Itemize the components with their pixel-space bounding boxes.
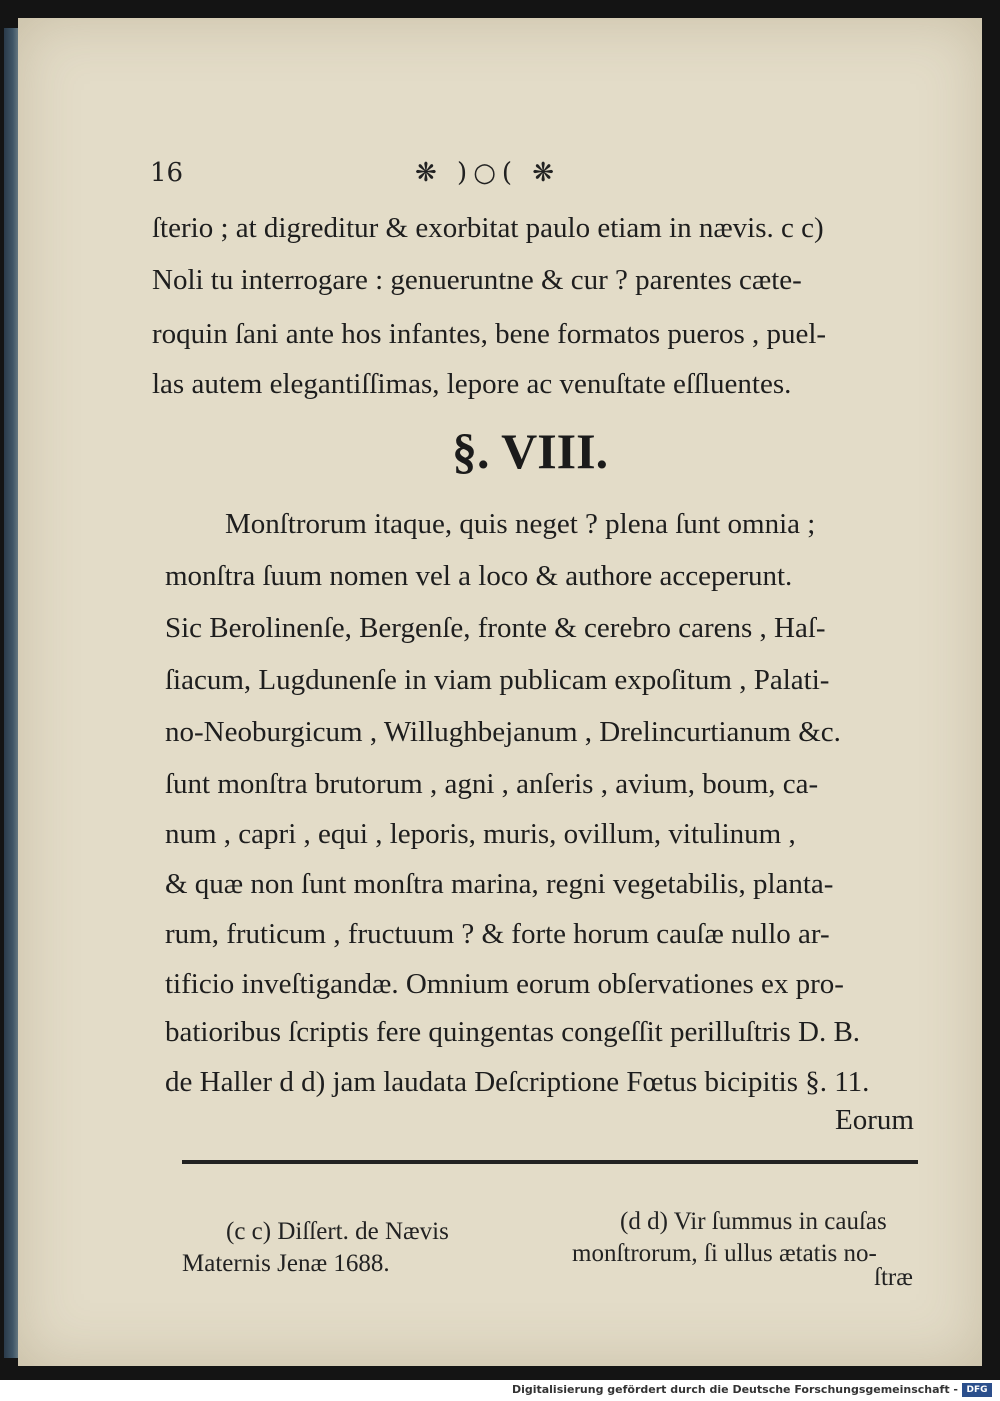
- funding-credit: Digitalisierung gefördert durch die Deutsche Forschungsgemeinschaft -: [511, 1383, 958, 1396]
- footnote-rule: [182, 1160, 918, 1164]
- text-line: Monſtrorum itaque, quis neget ? plena ſunt omnia ;: [225, 508, 816, 540]
- text-line: batioribus ſcriptis fere quingentas congeſſit perilluſtris D. B.: [165, 1016, 861, 1048]
- text-line: Noli tu interrogare : genueruntne & cur ? parentes cæte-: [152, 264, 802, 296]
- section-heading: §. VIII.: [452, 423, 609, 479]
- footnote-cc-line: (c c) Diſſert. de Nævis: [226, 1218, 449, 1245]
- text-line: tificio inveſtigandæ. Omnium eorum obſervationes ex pro-: [165, 968, 844, 1000]
- text-line: num , capri , equi , leporis, muris, ovillum, vitulinum ,: [165, 818, 796, 850]
- text-line: Sic Berolinenſe, Bergenſe, fronte & cerebro carens , Haſ-: [165, 612, 826, 644]
- footnote-dd-line: (d d) Vir ſummus in cauſas: [620, 1208, 887, 1235]
- text-line: monſtra ſuum nomen vel a loco & authore acceperunt.: [165, 560, 793, 592]
- footnote-dd-line: monſtrorum, ſi ullus ætatis no-: [572, 1240, 877, 1267]
- text-line: de Haller d d) jam laudata Deſcriptione Fœtus bicipitis §. 11.: [165, 1066, 870, 1098]
- paragraph-main: [165, 508, 925, 1108]
- page-header: [150, 158, 910, 194]
- text-line: no-Neoburgicum , Willughbejanum , Drelincurtianum &c.: [165, 716, 841, 748]
- footer-bar: [0, 1380, 1000, 1401]
- text-line: ſterio ; at digreditur & exorbitat paulo etiam in nævis. c c): [152, 212, 824, 244]
- text-line: las autem elegantiſſimas, lepore ac venuſtate eſſluentes.: [152, 368, 792, 400]
- text-line: ſunt monſtra brutorum , agni , anſeris , avium, boum, ca-: [165, 768, 819, 800]
- text-line: & quæ non ſunt monſtra marina, regni vegetabilis, planta-: [165, 868, 834, 900]
- paragraph-top: [152, 212, 912, 412]
- page-number: 16: [150, 158, 184, 188]
- running-head-ornament: ❋ )○( ❋: [415, 158, 561, 188]
- text-line: roquin ſani ante hos infantes, bene formatos pueros , puel-: [152, 318, 827, 350]
- dfg-logo-icon: DFG: [962, 1383, 992, 1397]
- text-line: ſiacum, Lugdunenſe in viam publicam expoſitum , Palati-: [165, 664, 830, 696]
- footnote-cc-line: Maternis Jenæ 1688.: [182, 1250, 390, 1277]
- text-line: rum, fruticum , fructuum ? & forte horum cauſæ nullo ar-: [165, 918, 830, 950]
- footnote-dd-line: ſtræ: [874, 1264, 913, 1291]
- catchword: Eorum: [835, 1104, 914, 1136]
